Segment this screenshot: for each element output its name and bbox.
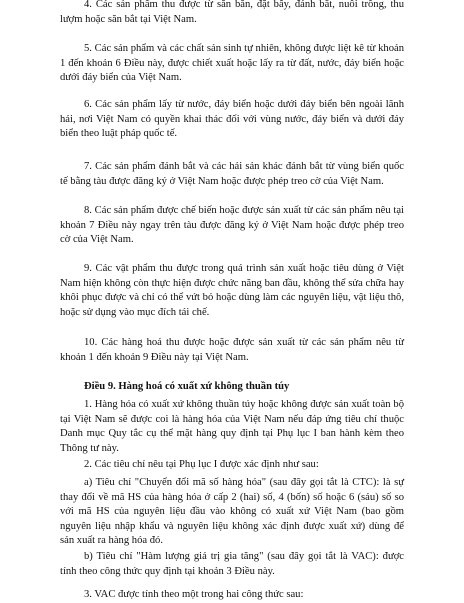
clause-4: 4. Các sản phẩm thu được từ săn bắn, đặt bẫy, đánh bắt, nuôi trồng, thu lượm hoặc săn bắt tại Việt Nam. xyxy=(60,0,404,25)
article-9-clause-1: 1. Hàng hóa có xuất xứ không thuần túy hoặc không được sản xuất toàn bộ tại Việt Nam sẽ được coi là hàng hóa của Việt Nam nếu đáp ứng tiêu chí thuộc Danh mục Quy tắc cụ thể mặt hàng quy định tại Phụ lục I ban hành kèm theo Thông tư này. xyxy=(60,399,404,454)
article-9-clause-3: 3. VAC được tính theo một trong hai công thức sau: xyxy=(84,589,304,600)
article-9-clause-2: 2. Các tiêu chí nêu tại Phụ lục I được xác định như sau: xyxy=(84,459,319,470)
clause-7: 7. Các sản phẩm đánh bắt và các hải sản khác đánh bắt từ vùng biển quốc tế bằng tàu được đăng ký ở Việt Nam hoặc được phép treo cờ của Việt Nam. xyxy=(60,161,404,187)
article-9-heading: Điều 9. Hàng hoá có xuất xứ không thuần túy xyxy=(84,381,290,392)
clause-6: 6. Các sản phẩm lấy từ nước, đáy biển hoặc dưới đáy biển bên ngoài lãnh hải, nơi Việt Nam có quyền khai thác đối với vùng nước, đáy biển và dưới đáy biển theo luật pháp quốc tế. xyxy=(60,99,404,140)
clause-10: 10. Các hàng hoá thu được hoặc được sản xuất từ các sản phẩm nêu từ khoản 1 đến khoản 9 Điều này tại Việt Nam. xyxy=(60,337,404,363)
clause-9: 9. Các vật phẩm thu được trong quá trình sản xuất hoặc tiêu dùng ở Việt Nam hiện không còn thực hiện được chức năng ban đầu, không thể sửa chữa hay khôi phục được và chỉ có thể vứt bỏ hoặc dùng làm các nguyên liệu, vật liệu thô, hoặc sử dụng vào mục đích tái chế. xyxy=(60,263,404,318)
criterion-vac: b) Tiêu chí "Hàm lượng giá trị gia tăng" (sau đây gọi tắt là VAC): được tính theo công thức quy định tại khoản 3 Điều này. xyxy=(60,551,404,577)
clause-5: 5. Các sản phẩm và các chất sản sinh tự nhiên, không được liệt kê từ khoản 1 đến khoản 6 Điều này, được chiết xuất hoặc lấy ra từ đất, nước, đáy biển hoặc dưới đáy biển của Việt Nam. xyxy=(60,43,404,84)
criterion-ctc: a) Tiêu chí "Chuyển đổi mã số hàng hóa" (sau đây gọi tắt là CTC): là sự thay đổi về mã HS của hàng hóa ở cấp 2 (hai) số, 4 (bốn) số hoặc 6 (sáu) số so với mã HS của nguyên liệu đầu vào không có xuất xứ Việt Nam (bao gồm nguyên liệu nhập khẩu và nguyên liệu không xác định được xuất xứ) dùng để sản xuất ra hàng hóa đó. xyxy=(60,477,404,547)
clause-8: 8. Các sản phẩm được chế biến hoặc được sản xuất từ các sản phẩm nêu tại khoản 7 Điều này ngay trên tàu được đăng ký ở Việt Nam hoặc được phép treo cờ của Việt Nam. xyxy=(60,205,404,246)
